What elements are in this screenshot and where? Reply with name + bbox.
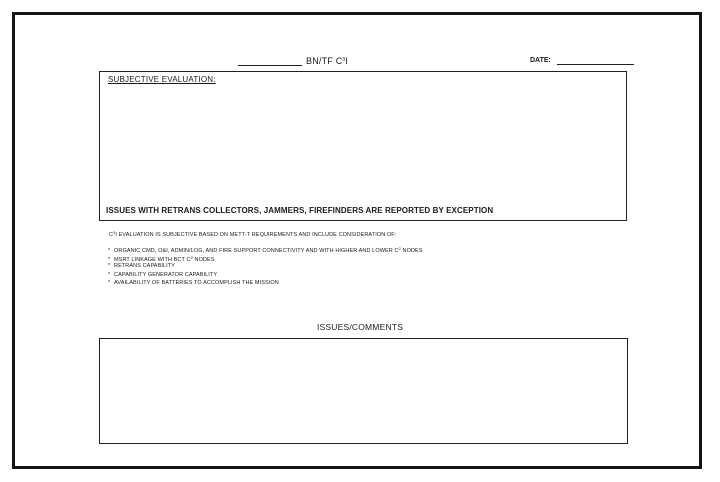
list-item: * MSRT LINKAGE WITH BCT $C^2$ NODES (108, 254, 215, 263)
list-item: * AVAILABILITY OF BATTERIES TO ACCOMPLISH THE MISSION (108, 280, 279, 287)
date-label: DATE: (530, 57, 551, 64)
subjective-evaluation-box[interactable] (99, 71, 627, 221)
issues-comments-title: ISSUES/COMMENTS (316, 322, 404, 332)
exception-note: ISSUES WITH RETRANS COLLECTORS, JAMMERS, FIREFINDERS ARE REPORTED BY EXCEPTION (106, 206, 494, 215)
list-item: * CAPABILITY GENERATOR CAPABILITY (108, 271, 218, 278)
evaluation-guidance: $C^3I$ EVALUATION IS SUBJECTIVE BASED ON METT-T REQUIREMENTS AND INCLUDE CONSIDERATION OF: (109, 230, 397, 238)
list-item: * ORGANIC CMD, O&I, ADMIN/LOG, AND FIRE SUPPORT CONNECTIVITY AND WITH HIGHER AND LOWER $C^2$ NODES (108, 246, 423, 254)
subjective-evaluation-label: SUBJECTIVE EVALUATION: (108, 75, 216, 84)
form-title: BN/TF $C^3I$ (306, 56, 349, 66)
issues-comments-box[interactable] (99, 338, 628, 444)
list-item: * RETRANS CAPABILITY (108, 263, 175, 270)
unit-name-blank[interactable] (238, 65, 302, 66)
consideration-list (108, 245, 423, 288)
date-blank[interactable] (557, 64, 634, 65)
